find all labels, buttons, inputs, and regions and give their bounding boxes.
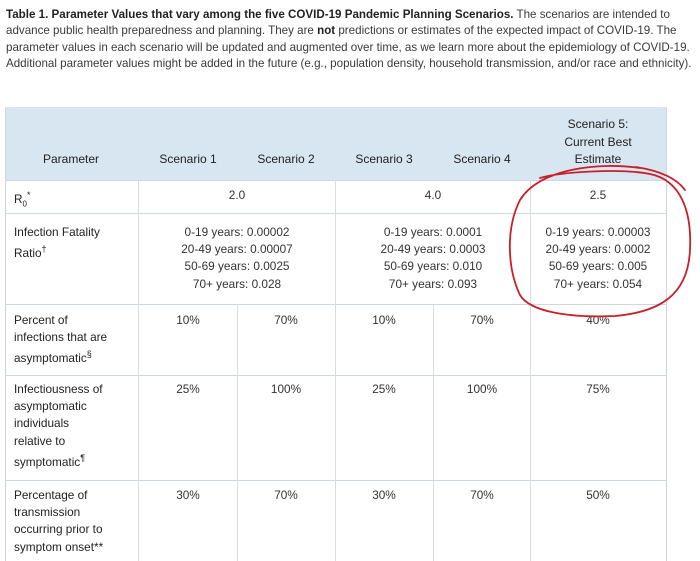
header-scenario-4: Scenario 4 bbox=[453, 152, 511, 166]
infect-label-line-5: symptomatic bbox=[14, 454, 81, 469]
row-divider bbox=[6, 304, 666, 305]
ifr-s34-line: 0-19 years: 0.0001 bbox=[383, 225, 483, 239]
ifr-s5-line: 70+ years: 0.054 bbox=[553, 276, 643, 291]
presym-scenario-3: 30% bbox=[372, 488, 396, 502]
presym-label-line-1: Percentage of bbox=[14, 488, 88, 502]
asym-label-line-2: infections that are bbox=[14, 330, 108, 345]
ifr-scenario-5 bbox=[530, 224, 666, 293]
ifr-s5-line: 50-69 years: 0.005 bbox=[548, 259, 648, 274]
header-scenario-5-line-2: Current Best bbox=[564, 134, 632, 149]
ifr-s12-line: 20-49 years: 0.00007 bbox=[181, 242, 293, 257]
param-ifr-label bbox=[14, 224, 132, 262]
r0-letter: R bbox=[14, 191, 23, 206]
param-infectiousness-label bbox=[14, 381, 132, 471]
ifr-s12-line: 70+ years: 0.028 bbox=[192, 276, 282, 291]
asym-scenario-4: 70% bbox=[470, 313, 494, 327]
param-presymptomatic-label bbox=[14, 487, 132, 556]
ifr-s5-line: 0-19 years: 0.00003 bbox=[545, 225, 651, 239]
ifr-scenario-3-4 bbox=[335, 224, 531, 293]
presym-label-line-3: occurring prior to bbox=[14, 522, 103, 537]
caption-title: Table 1. Parameter Values that vary among the five COVID-19 Pandemic Planning Scenarios. bbox=[6, 8, 514, 21]
infect-scenario-5: 75% bbox=[586, 382, 610, 396]
infect-label-line-3: individuals bbox=[14, 416, 70, 431]
infect-scenario-4: 100% bbox=[466, 382, 498, 396]
ifr-footnote-mark: † bbox=[41, 244, 47, 255]
asym-scenario-2: 70% bbox=[274, 313, 298, 327]
caption-bold-not: not bbox=[317, 24, 336, 38]
ifr-label-line-2: Ratio bbox=[14, 246, 42, 261]
presym-scenario-2: 70% bbox=[274, 488, 298, 502]
presym-scenario-5: 50% bbox=[586, 488, 610, 502]
ifr-s12-line: 50-69 years: 0.0025 bbox=[184, 259, 290, 274]
ifr-scenario-1-2 bbox=[138, 224, 336, 293]
parameter-table bbox=[5, 107, 667, 561]
header-scenario-2: Scenario 2 bbox=[257, 152, 315, 166]
header-scenario-5-line-1: Scenario 5: bbox=[567, 117, 629, 131]
ifr-s34-line: 20-49 years: 0.0003 bbox=[380, 242, 486, 257]
row-divider bbox=[6, 375, 666, 376]
column-divider bbox=[433, 304, 434, 561]
r0-scenario-1-2: 2.0 bbox=[228, 188, 246, 202]
infect-scenario-1: 25% bbox=[176, 382, 200, 396]
asym-scenario-3: 10% bbox=[372, 313, 396, 327]
caption-text-1: The scenarios are intended to advance public health preparedness and planning. They are bbox=[6, 8, 670, 38]
row-divider bbox=[6, 213, 666, 214]
table-caption bbox=[6, 7, 694, 73]
header-scenario-5-line-3: Estimate bbox=[574, 152, 622, 167]
infect-scenario-2: 100% bbox=[270, 382, 302, 396]
r0-scenario-3-4: 4.0 bbox=[424, 188, 442, 202]
r0-footnote-mark: * bbox=[26, 190, 31, 200]
ifr-s12-line: 0-19 years: 0.00002 bbox=[184, 225, 290, 239]
asym-label-line-1: Percent of bbox=[14, 313, 68, 327]
header-parameter: Parameter bbox=[42, 152, 100, 166]
asym-scenario-1: 10% bbox=[176, 313, 200, 327]
param-r0-label bbox=[14, 187, 132, 212]
ifr-s34-line: 50-69 years: 0.010 bbox=[383, 259, 483, 274]
ifr-s5-line: 20-49 years: 0.0002 bbox=[545, 242, 651, 257]
header-scenario-3: Scenario 3 bbox=[355, 152, 413, 166]
asym-label-line-3: asymptomatic bbox=[14, 351, 87, 366]
r0-scenario-5: 2.5 bbox=[589, 188, 607, 202]
caption-text-2: predictions or estimates of the expected impact of COVID-19. The parameter values in each scenario will be updated and augmented over time, as we learn more about the epidemiology of COVID-19. Additional parameter values might be added in the future (e.g., population density, household transmission, and/or race and ethnicity). bbox=[6, 24, 692, 71]
row-divider bbox=[6, 480, 666, 481]
param-asymptomatic-label bbox=[14, 312, 132, 368]
presym-scenario-4: 70% bbox=[470, 488, 494, 502]
infect-scenario-3: 25% bbox=[372, 382, 396, 396]
infect-label-line-2: asymptomatic bbox=[14, 399, 87, 414]
presym-label-line-2: transmission bbox=[14, 505, 81, 520]
presym-label-line-4: symptom onset** bbox=[14, 539, 104, 554]
ifr-s34-line: 70+ years: 0.093 bbox=[388, 276, 478, 291]
r0-subscript: 0 bbox=[22, 199, 27, 209]
presym-scenario-1: 30% bbox=[176, 488, 200, 502]
header-scenario-1: Scenario 1 bbox=[159, 152, 217, 166]
infect-label-line-4: relative to bbox=[14, 433, 66, 448]
infect-footnote-mark: ¶ bbox=[80, 452, 86, 463]
ifr-label-line-1: Infection Fatality bbox=[14, 225, 100, 239]
row-divider bbox=[6, 180, 666, 181]
asym-scenario-5: 40% bbox=[586, 313, 610, 327]
header-scenario-5 bbox=[530, 116, 666, 169]
asym-footnote-mark: § bbox=[86, 349, 92, 360]
infect-label-line-1: Infectiousness of bbox=[14, 382, 103, 396]
column-divider bbox=[237, 304, 238, 561]
